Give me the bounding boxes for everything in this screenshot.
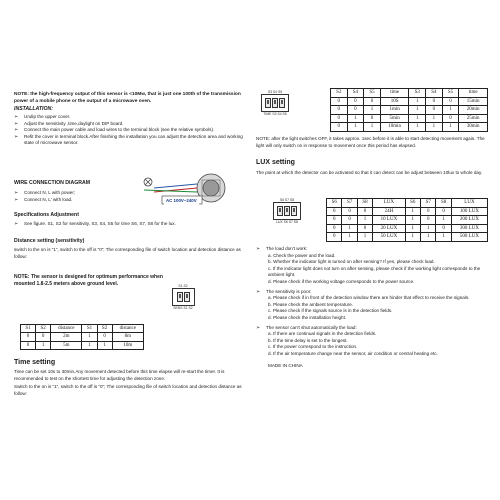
table-cell: 1: [347, 123, 364, 132]
table-cell: 1: [409, 114, 426, 123]
right-column: [256, 0, 488, 500]
table-cell: 0: [364, 97, 381, 106]
table-cell: distance: [51, 325, 82, 333]
table-cell: 1: [357, 233, 372, 242]
table-cell: 15min: [459, 97, 488, 106]
dip-label: S3 S4 S5: [267, 90, 283, 94]
table-cell: 2m: [51, 333, 82, 341]
lux-table: [326, 198, 488, 242]
table-cell: 0: [357, 224, 372, 233]
table-cell: 1: [421, 224, 436, 233]
table-cell: S3: [409, 89, 426, 98]
installation-heading: INSTALLATION:: [14, 106, 53, 112]
wire-item: ➢ Connect N, L' with load.: [14, 197, 134, 204]
list-item: d. If the air temperature change near the sensor, air condition or central heating etc.: [268, 350, 438, 356]
note-light-off: NOTE: after the light switches OFF, it takes approx. 1sec before it is able to start detecting movement again. The light will only switch on in response to movement once this period has elapsed.: [256, 136, 485, 148]
table-row: [327, 233, 488, 242]
wiring-diagram: [84, 166, 234, 222]
list-item: b. Whether the indicator light is turned on after sensing? If yes, please check load.: [268, 259, 435, 265]
table-header-row: [21, 325, 144, 333]
list-item: c. Please check if the signals source is in the detection fields.: [268, 308, 393, 314]
table-cell: S4: [426, 89, 443, 98]
table-header-row: [327, 199, 488, 208]
time-text-2: Switch to the on is “1”, switch to the off is “0”; The corresponding file of switch location and detection distance as follow:: [14, 384, 242, 396]
table-cell: 0: [442, 97, 459, 106]
trouble-list: [256, 253, 488, 286]
table-cell: 0: [21, 333, 36, 341]
install-step: ➢ Connect the main power cable and load wires to the terminal block (see the relative symbols).: [14, 127, 246, 134]
table-cell: S5: [442, 89, 459, 98]
table-cell: 0: [331, 123, 348, 132]
table-cell: S7: [421, 199, 436, 208]
list-item: c. If the indicator light does not turn on after sensing, please check if the working light corresponds to the ambient light.: [268, 265, 481, 278]
spec-items: [14, 221, 246, 228]
list-item: b. If the time delay is set to the longest.: [268, 337, 348, 343]
dip-switch-time: [258, 90, 292, 116]
table-cell: 0: [436, 207, 451, 216]
table-cell: 1: [364, 123, 381, 132]
dip-switch-lux: [270, 198, 304, 224]
table-cell: S8: [357, 199, 372, 208]
table-cell: 1: [405, 233, 420, 242]
time-heading: Time setting: [14, 359, 56, 366]
dip-caption: SENS S1 S2: [173, 306, 193, 310]
table-cell: 0: [331, 106, 348, 115]
table-cell: 50 LUX: [373, 233, 405, 242]
table-cell: 0: [421, 216, 436, 225]
table-cell: 1: [442, 123, 459, 132]
table-cell: 100 LUX: [451, 207, 487, 216]
table-cell: 30min: [459, 123, 488, 132]
trouble-title: ➢ The sensor can't shut automatically the load:: [256, 325, 488, 332]
table-cell: distance: [112, 325, 143, 333]
table-cell: 20min: [459, 106, 488, 115]
table-cell: 8m: [112, 333, 143, 341]
table-cell: 1: [405, 216, 420, 225]
table-cell: 0: [327, 216, 342, 225]
table-cell: 1: [405, 207, 420, 216]
table-cell: 0: [364, 114, 381, 123]
lux-heading: LUX setting: [256, 159, 295, 166]
table-cell: S5: [364, 89, 381, 98]
list-item: a. Please check if in front of the detection window there are hinder that effect to receive the signals.: [268, 295, 470, 301]
trouble-list: [256, 331, 488, 357]
left-column: [14, 0, 246, 500]
list-item: d. Please check the installation height.: [268, 314, 347, 320]
table-cell: 1: [82, 333, 97, 341]
table-cell: 0: [327, 233, 342, 242]
distance-heading: Distance setting (sensitivity): [14, 238, 85, 244]
table-cell: time: [459, 89, 488, 98]
list-item: d. Please check if the working voltage corresponds to the power source.: [268, 278, 415, 284]
table-row: [331, 97, 488, 106]
table-cell: 1: [364, 106, 381, 115]
table-cell: 0: [426, 97, 443, 106]
spec-item: ➢ See figure. S1, S2 for sensitivity, S3, S4, S5 for time S6, S7, S8 for the lux.: [14, 221, 246, 228]
note-mounting-height: NOTE: The sensor is designed for optimum performance when mounted 1.8-2.5 meters above ground level.: [14, 274, 163, 288]
wire-item: ➢ Connect N, L with power;: [14, 190, 134, 197]
table-cell: 1: [82, 341, 97, 349]
table-cell: 1: [436, 216, 451, 225]
table-cell: S8: [436, 199, 451, 208]
table-cell: LUX: [373, 199, 405, 208]
table-row: [331, 106, 488, 115]
time-table: [330, 88, 488, 132]
trouble-title: ➢ The load don't work:: [256, 246, 488, 253]
table-row: [21, 333, 144, 341]
table-cell: 5m: [51, 341, 82, 349]
table-cell: S3: [331, 89, 348, 98]
table-cell: LUX: [451, 199, 487, 208]
table-cell: S4: [347, 89, 364, 98]
install-step: ➢ Undip the upper cover.: [14, 114, 246, 121]
dip-label: S1 S2: [178, 284, 188, 288]
table-cell: 0: [342, 207, 357, 216]
dip-label: S6 S7 S8: [279, 198, 295, 202]
table-cell: 0: [442, 114, 459, 123]
table-cell: 10min: [380, 123, 409, 132]
table-cell: 1: [409, 97, 426, 106]
table-cell: 0: [342, 216, 357, 225]
table-cell: S6: [327, 199, 342, 208]
table-cell: S7: [342, 199, 357, 208]
table-cell: 0: [36, 333, 51, 341]
table-cell: 1: [342, 233, 357, 242]
list-item: b. Please check the ambient temperature.: [268, 301, 354, 307]
table-cell: 500 LUX: [451, 233, 487, 242]
table-cell: 0: [97, 333, 112, 341]
trouble-title: ➢ The sensitivity is poor:: [256, 289, 488, 296]
dip-caption: TIME S3 S4 S5: [263, 112, 287, 116]
table-row: [327, 224, 488, 233]
table-row: [331, 123, 488, 132]
table-cell: 300 LUX: [451, 224, 487, 233]
table-cell: S1: [82, 325, 97, 333]
table-cell: S1: [21, 325, 36, 333]
distance-text: switch to the on is “1”, switch to the off is “0”; The corresponding file of switch location and detection distance as follow:: [14, 247, 241, 259]
table-cell: 10m: [112, 341, 143, 349]
list-item: a. Check the power and the load.: [268, 252, 336, 258]
install-step: ➢ Refit the cover in terminal block.After finishing the installation you can adjust the detection area and working state of microwave sensor.: [14, 134, 246, 147]
distance-table: [20, 324, 144, 350]
installation-steps: [14, 114, 246, 147]
spec-heading: Specifications Adjustment: [14, 212, 79, 218]
table-cell: 1: [436, 233, 451, 242]
table-cell: S2: [36, 325, 51, 333]
made-in-label: MADE IN CHINA: [268, 362, 303, 368]
lux-text: The point at which the detector can be activated so that it can detect can be adjust between 10lux to whole day.: [256, 170, 483, 175]
table-cell: 1: [405, 224, 420, 233]
table-cell: 0: [331, 97, 348, 106]
table-cell: 10 LUX: [373, 216, 405, 225]
table-row: [21, 341, 144, 349]
table-cell: time: [380, 89, 409, 98]
table-cell: 0: [436, 224, 451, 233]
list-item: a. If there are continual signals in the detection fields.: [268, 331, 377, 337]
table-cell: 24H: [373, 207, 405, 216]
time-text-1: Time can be set 10s to 30min.Any movement detected before this time elapse will re-start the timer. It is recommended to test on the shortest time for adjusting the detection zone.: [14, 369, 225, 381]
table-cell: 0: [327, 224, 342, 233]
table-cell: 0: [421, 207, 436, 216]
table-cell: S6: [405, 199, 420, 208]
table-cell: 1: [426, 114, 443, 123]
table-cell: 1: [409, 123, 426, 132]
wire-voltage-label: AC 100V~240V: [166, 198, 197, 203]
table-cell: 200 LUX: [451, 216, 487, 225]
table-row: [331, 114, 488, 123]
table-cell: 1: [357, 216, 372, 225]
table-cell: 20 LUX: [373, 224, 405, 233]
install-step: ➢ Adjust the sensitivity ,time,daylight on DIP board.: [14, 121, 246, 128]
table-cell: 1: [342, 224, 357, 233]
table-cell: 0: [426, 106, 443, 115]
table-cell: 5min: [380, 114, 409, 123]
table-cell: 10S: [380, 97, 409, 106]
table-cell: 0: [21, 341, 36, 349]
table-cell: 1: [442, 106, 459, 115]
table-header-row: [331, 89, 488, 98]
table-cell: 1: [409, 106, 426, 115]
dip-switch-sensitivity: [170, 284, 196, 310]
table-row: [327, 207, 488, 216]
list-item: c. If the power correspond to the instruction.: [268, 344, 358, 350]
table-cell: 1: [36, 341, 51, 349]
table-cell: 1min: [380, 106, 409, 115]
note-output-power: NOTE: the high-frequency output of this sensor is <10Mw, that is just one 100th of the transmission power of a mobile phone or the output of a microwave oven.: [14, 92, 241, 104]
table-row: [327, 216, 488, 225]
table-cell: 0: [357, 207, 372, 216]
table-cell: 0: [327, 207, 342, 216]
table-cell: 1: [97, 341, 112, 349]
table-cell: 0: [331, 114, 348, 123]
table-cell: 1: [347, 114, 364, 123]
table-cell: 0: [347, 106, 364, 115]
trouble-list: [256, 295, 488, 321]
troubleshooting: [256, 246, 488, 369]
dip-caption: LUX S6 S7 S8: [276, 220, 298, 224]
table-cell: 1: [421, 233, 436, 242]
table-cell: 25min: [459, 114, 488, 123]
wire-heading: WIRE CONNECTION DIAGRAM: [14, 180, 91, 186]
table-cell: S2: [97, 325, 112, 333]
table-cell: 0: [347, 97, 364, 106]
table-cell: 1: [426, 123, 443, 132]
